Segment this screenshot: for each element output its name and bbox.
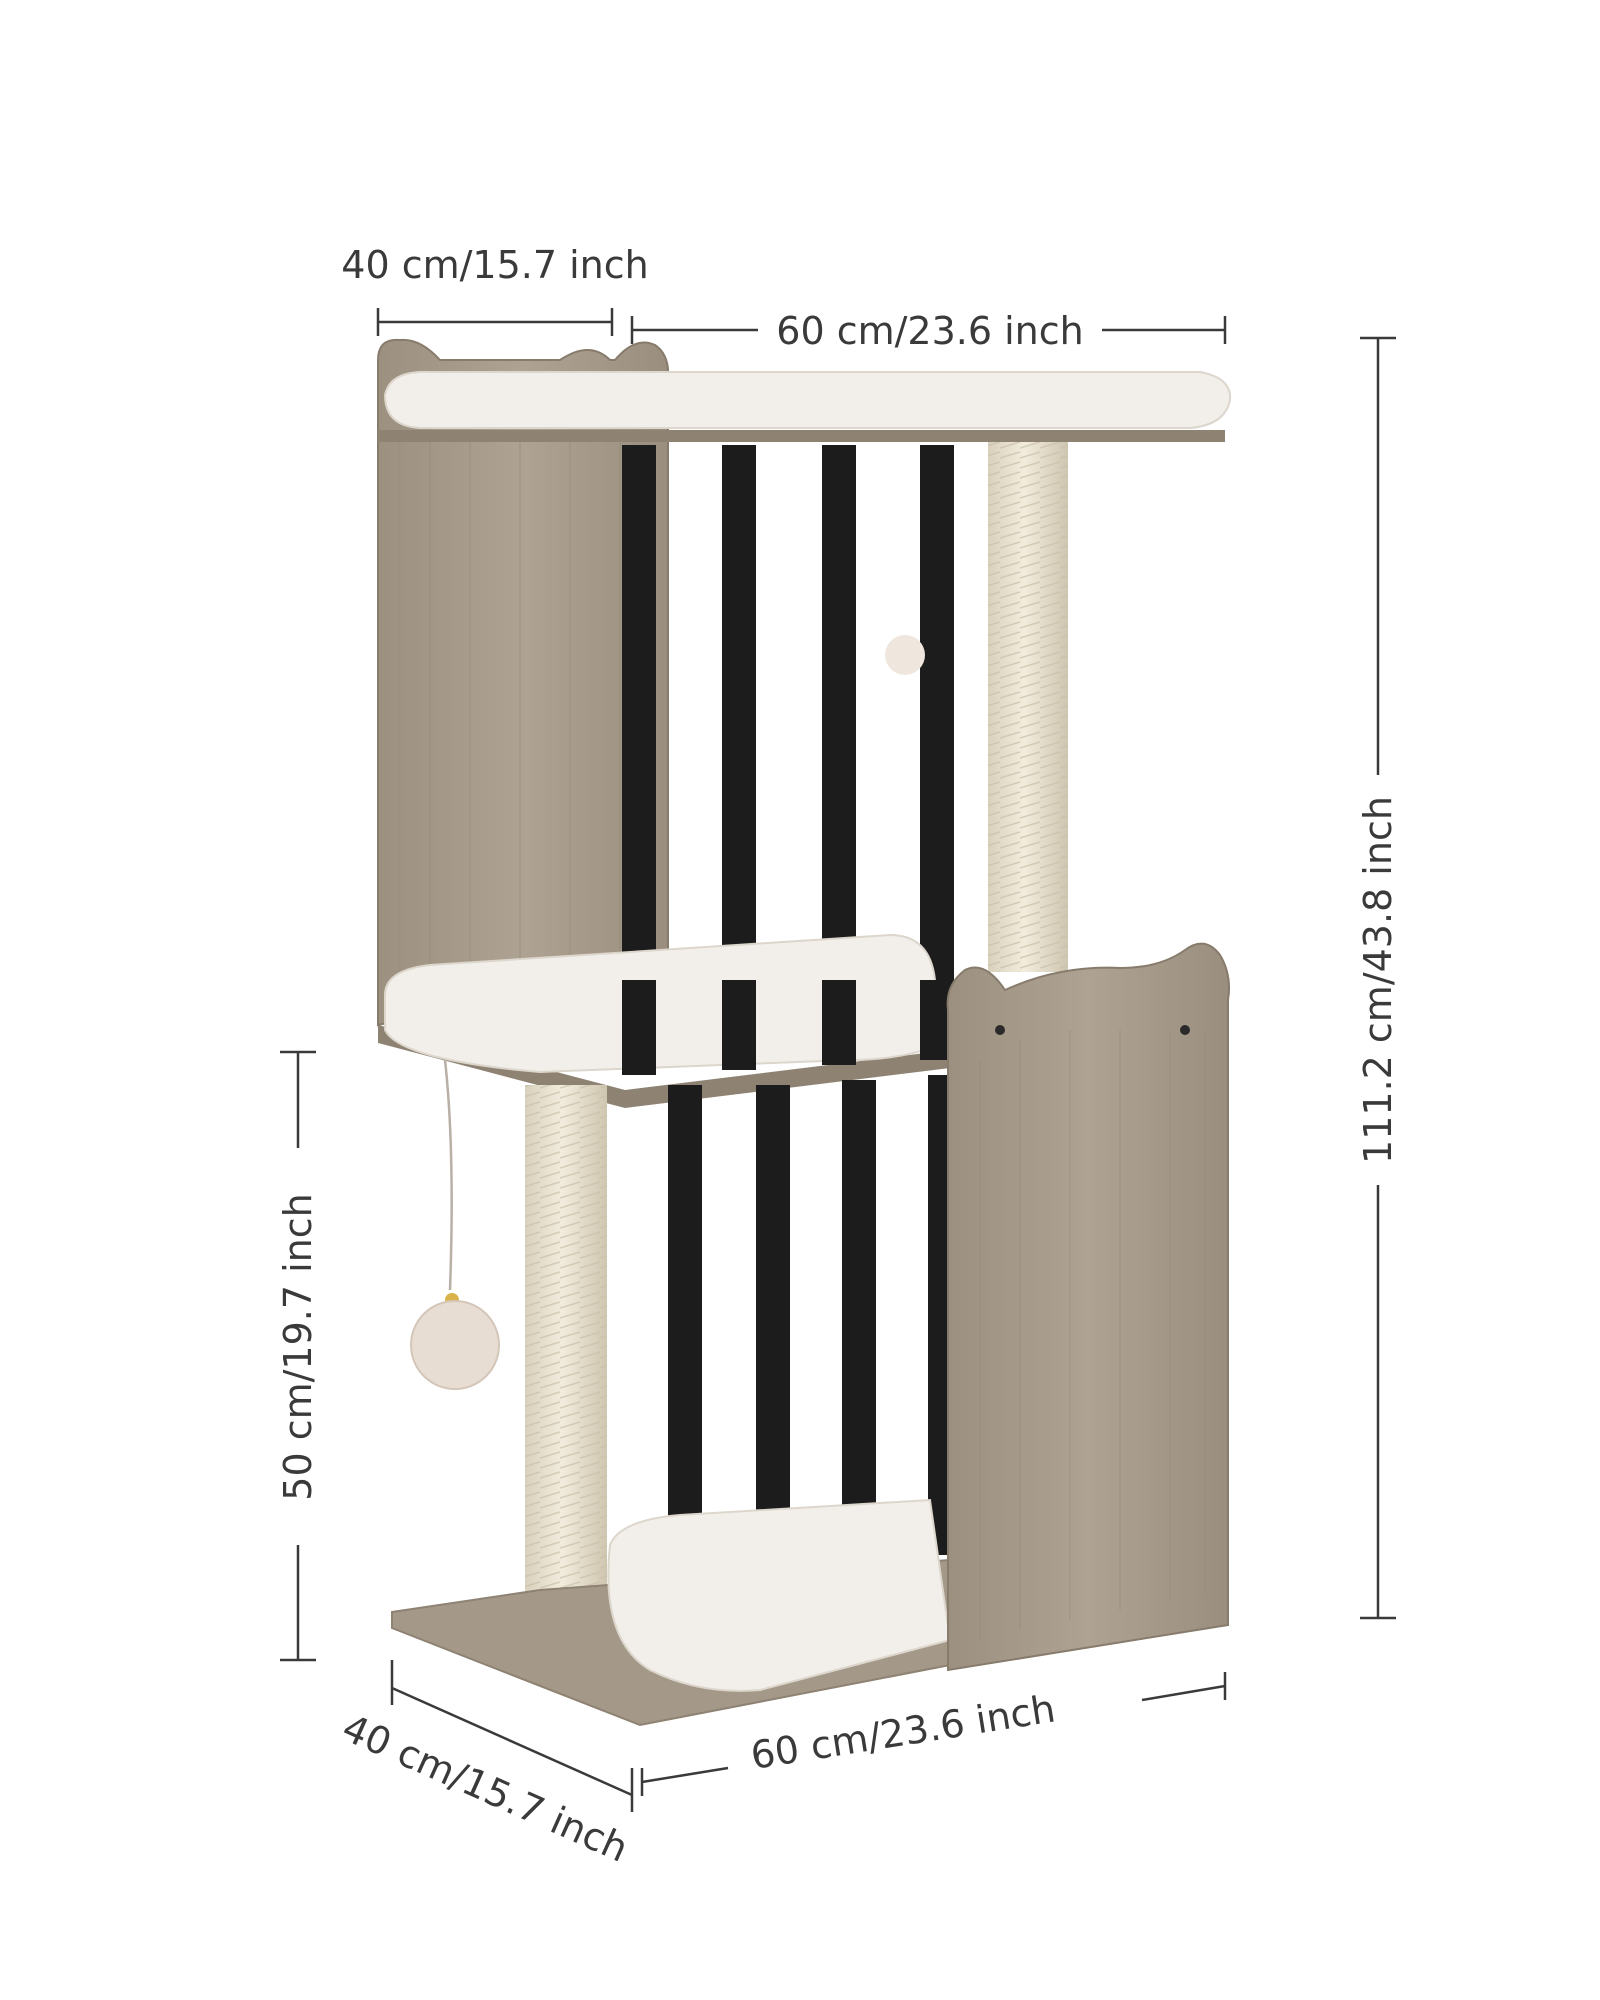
lower-side-panel — [948, 944, 1229, 1670]
top-depth-label: 40 cm/15.7 inch — [341, 243, 649, 287]
base-depth-label: 40 cm/15.7 inch — [335, 1705, 635, 1871]
total-height-label: 111.2 cm/43.8 inch — [1356, 796, 1400, 1164]
lower-scratching-post — [525, 1085, 607, 1665]
lower-height-label: 50 cm/19.7 inch — [276, 1193, 320, 1501]
base-platform — [392, 1500, 950, 1725]
top-width-label: 60 cm/23.6 inch — [776, 309, 1084, 353]
base-width-label: 60 cm/23.6 inch — [747, 1686, 1059, 1778]
top-cushion — [385, 372, 1230, 428]
hanging-toy — [411, 1060, 499, 1389]
top-platform — [378, 372, 1230, 442]
upper-scratching-post — [988, 442, 1068, 972]
upper-pompom — [885, 635, 925, 675]
